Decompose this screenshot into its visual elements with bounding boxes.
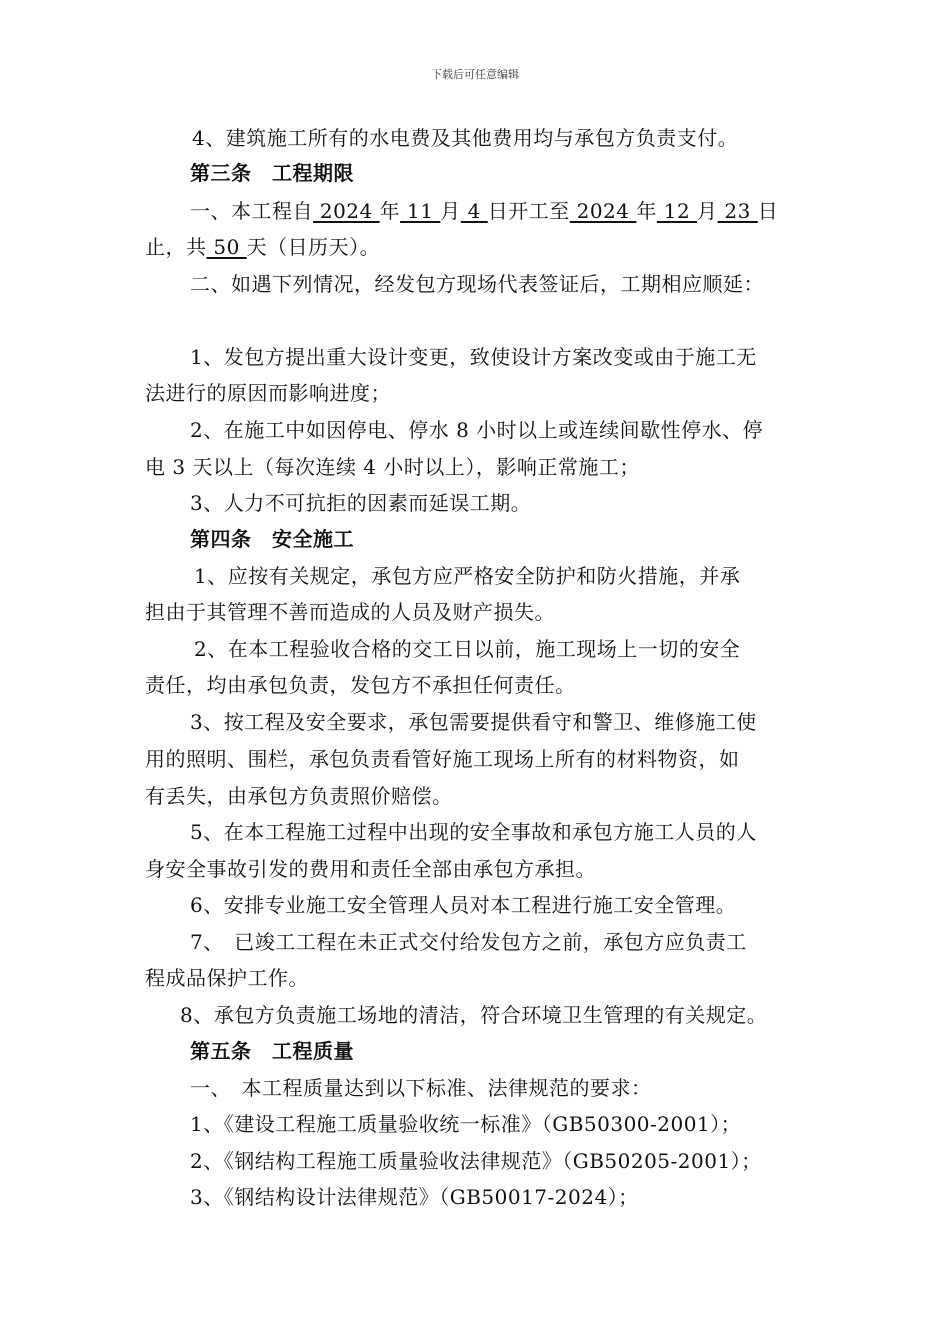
paragraph-line: 1、应按有关规定，承包方应严格安全防护和防火措施，并承 xyxy=(194,564,741,588)
line-segment: 年 xyxy=(636,199,657,223)
line-segment: 天（日历天）。 xyxy=(246,235,381,259)
end-day-value: 23 xyxy=(717,199,758,223)
paragraph-line: 电 3 天以上（每次连续 4 小时以上），影响正常施工； xyxy=(145,455,640,479)
line-segment: 日开工至 xyxy=(487,199,570,223)
line-segment: 月 xyxy=(697,199,718,223)
paragraph-line: 担由于其管理不善而造成的人员及财产损失。 xyxy=(145,600,555,624)
line-segment: 一、本工程自 xyxy=(190,199,313,223)
paragraph-line: 用的照明、围栏，承包负责看管好施工现场上所有的材料物资，如 xyxy=(145,747,740,771)
paragraph-line: 8、承包方负责施工场地的清洁，符合环境卫生管理的有关规定。 xyxy=(180,1003,768,1027)
line-segment: 止，共 xyxy=(145,235,207,259)
paragraph-line: 责任，均由承包负责，发包方不承担任何责任。 xyxy=(145,673,576,697)
paragraph-line: 有丢失，由承包方负责照价赔偿。 xyxy=(145,784,453,808)
end-month-value: 12 xyxy=(656,199,698,223)
start-year-value: 2024 xyxy=(313,199,380,223)
paragraph-line: 3、人力不可抗拒的因素而延误工期。 xyxy=(190,491,532,515)
paragraph-line-dates xyxy=(190,197,778,225)
line-segment: 日 xyxy=(757,199,779,223)
paragraph-line: 2、在施工中如因停电、停水 8 小时以上或连续间歇性停水、停 xyxy=(190,418,764,442)
section-heading-4: 第四条 安全施工 xyxy=(190,527,354,551)
paragraph-line: 法进行的原因而影响进度； xyxy=(145,381,391,405)
end-year-value: 2024 xyxy=(569,199,637,223)
page-header: 下载后可任意编辑 xyxy=(431,68,519,81)
paragraph-line: 1、《建设工程施工质量验收统一标准》（GB50300-2001）； xyxy=(190,1112,742,1136)
paragraph-line: 程成品保护工作。 xyxy=(145,966,309,990)
start-month-value: 11 xyxy=(400,199,441,223)
paragraph-line: 二、如遇下列情况，经发包方现场代表签证后，工期相应顺延： xyxy=(190,272,764,296)
start-day-value: 4 xyxy=(460,199,488,223)
section-heading-3: 第三条 工程期限 xyxy=(190,161,354,185)
paragraph-line: 2、《钢结构工程施工质量验收法律规范》（GB50205-2001）； xyxy=(190,1149,762,1173)
paragraph-line: 2、在本工程验收合格的交工日以前，施工现场上一切的安全 xyxy=(194,637,741,661)
section-heading-5: 第五条 工程质量 xyxy=(190,1039,354,1063)
duration-days-value: 50 xyxy=(206,235,247,259)
paragraph-line-duration xyxy=(145,233,380,261)
paragraph-line: 6、安排专业施工安全管理人员对本工程进行施工安全管理。 xyxy=(190,893,737,917)
paragraph-line: 5、在本工程施工过程中出现的安全事故和承包方施工人员的人 xyxy=(190,820,757,844)
paragraph-line: 身安全事故引发的费用和责任全部由承包方承担。 xyxy=(145,857,596,881)
line-segment: 月 xyxy=(440,199,461,223)
paragraph-line: 7、 已竣工工程在未正式交付给发包方之前，承包方应负责工 xyxy=(190,930,747,954)
paragraph-line: 1、发包方提出重大设计变更，致使设计方案改变或由于施工无 xyxy=(190,345,757,369)
paragraph-line: 3、按工程及安全要求，承包需要提供看守和警卫、维修施工使 xyxy=(190,710,757,734)
paragraph-line: 3、《钢结构设计法律规范》（GB50017-2024）； xyxy=(190,1185,639,1209)
paragraph-line: 4、建筑施工所有的水电费及其他费用均与承包方负责支付。 xyxy=(192,126,739,150)
paragraph-line: 一、 本工程质量达到以下标准、法律规范的要求： xyxy=(190,1076,652,1100)
line-segment: 年 xyxy=(379,199,401,223)
